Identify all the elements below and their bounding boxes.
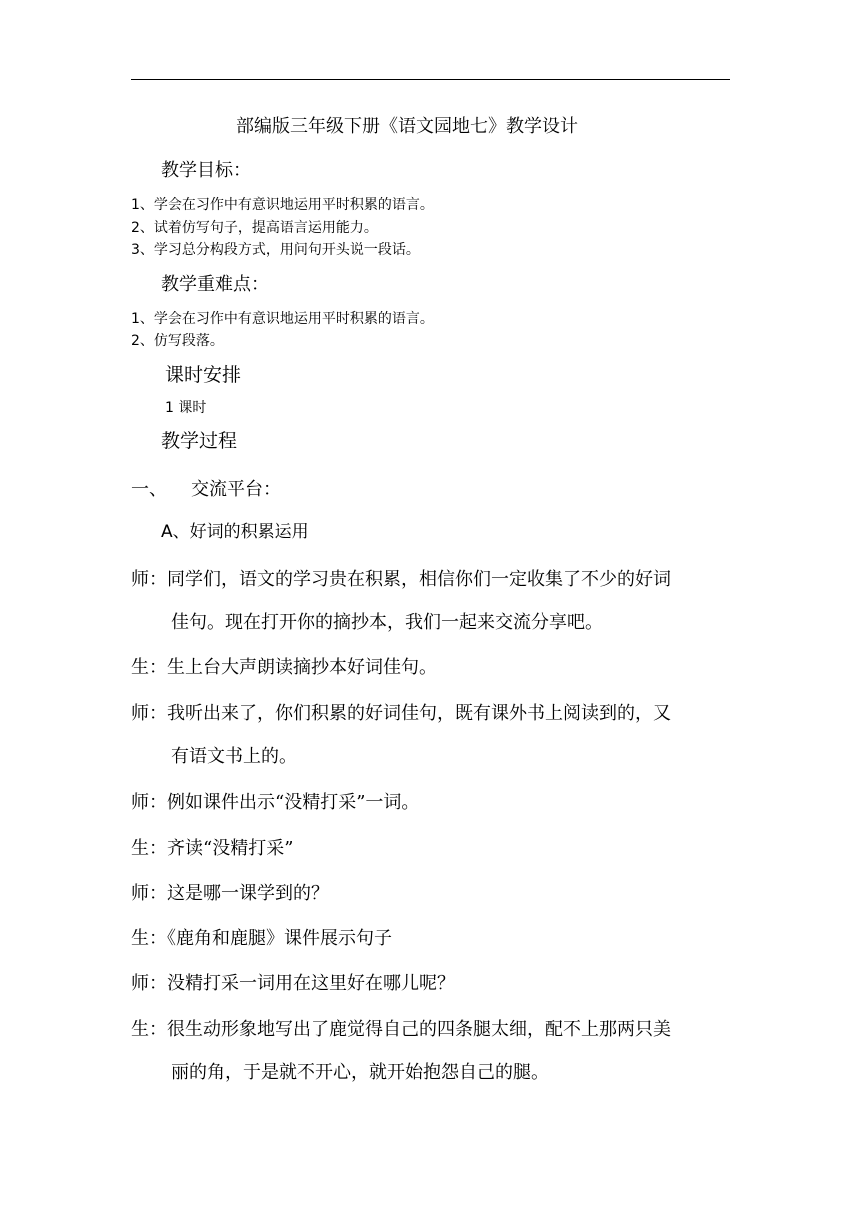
dialogue-line: 师：没精打采一词用在这里好在哪儿呢？ bbox=[131, 973, 455, 994]
schedule-heading: 课时安排 bbox=[165, 364, 242, 386]
section-title: 交流平台： bbox=[191, 479, 281, 500]
section-marker: 一、 bbox=[131, 479, 167, 500]
key-points-heading: 教学重难点： bbox=[161, 274, 269, 295]
goal-item-2: 2、试着仿写句子，提高语言运用能力。 bbox=[131, 220, 378, 236]
dialogue-line: 佳句。现在打开你的摘抄本，我们一起来交流分享吧。 bbox=[171, 612, 603, 633]
goal-item-1: 1、学会在习作中有意识地运用平时积累的语言。 bbox=[131, 197, 434, 213]
goals-heading: 教学目标： bbox=[161, 160, 251, 181]
dialogue-line: 生：生上台大声朗读摘抄本好词佳句。 bbox=[131, 657, 437, 678]
header-rule bbox=[131, 79, 730, 80]
dialogue-line: 师：同学们，语文的学习贵在积累，相信你们一定收集了不少的好词 bbox=[131, 569, 671, 590]
dialogue-line: 师：这是哪一课学到的？ bbox=[131, 883, 329, 904]
dialogue-line: 生：齐读“没精打采” bbox=[131, 838, 294, 859]
dialogue-line: 生：《鹿角和鹿腿》课件展示句子 bbox=[131, 928, 392, 949]
process-heading: 教学过程 bbox=[161, 430, 238, 452]
subsection-title: A、好词的积累运用 bbox=[161, 522, 309, 542]
dialogue-line: 生：很生动形象地写出了鹿觉得自己的四条腿太细，配不上那两只美 bbox=[131, 1019, 671, 1040]
schedule-value: 1 课时 bbox=[165, 400, 207, 416]
document-title: 部编版三年级下册《语文园地七》教学设计 bbox=[236, 116, 578, 137]
dialogue-line: 有语文书上的。 bbox=[171, 746, 297, 767]
dialogue-line: 师：我听出来了，你们积累的好词佳句，既有课外书上阅读到的，又 bbox=[131, 703, 671, 724]
goal-item-3: 3、学习总分构段方式，用问句开头说一段话。 bbox=[131, 242, 420, 258]
dialogue-line: 师：例如课件出示“没精打采”一词。 bbox=[131, 792, 420, 813]
dialogue-line: 丽的角，于是就不开心，就开始抱怨自己的腿。 bbox=[171, 1062, 549, 1083]
key-point-item-2: 2、仿写段落。 bbox=[131, 333, 224, 349]
key-point-item-1: 1、学会在习作中有意识地运用平时积累的语言。 bbox=[131, 311, 434, 327]
